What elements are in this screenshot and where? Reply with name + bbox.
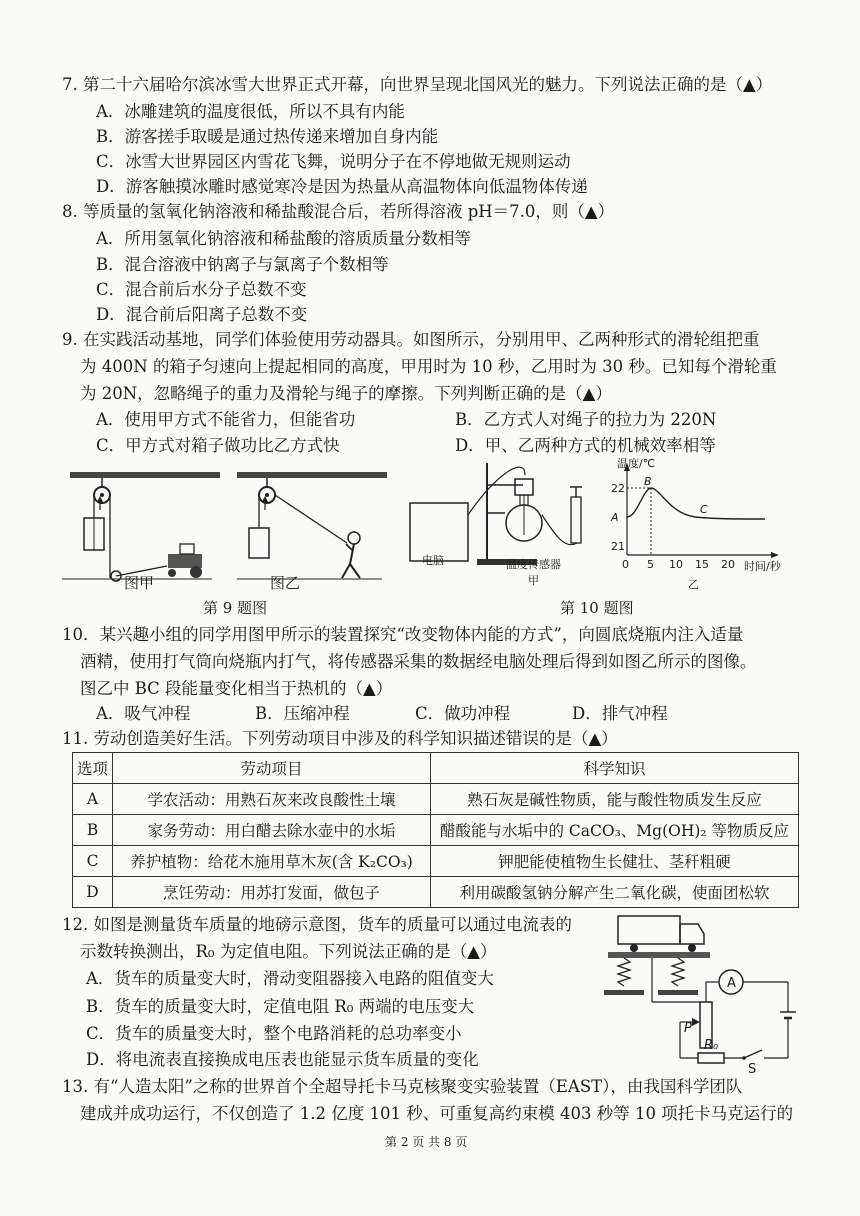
- table-header-project: 劳动项目: [113, 753, 431, 784]
- table-row: [73, 877, 799, 908]
- point-c: C: [700, 503, 708, 516]
- table-cell: C: [73, 846, 113, 877]
- graph-ylabel: 温度/℃: [617, 457, 656, 470]
- q8-option-b: B．混合溶液中钠离子与氯离子个数相等: [96, 255, 389, 274]
- q11-stem: 11. 劳动创造美好生活。下列劳动项目中涉及的科学知识描述错误的是（▲）: [62, 729, 618, 748]
- graph-xlabel: 时间/秒: [744, 560, 781, 573]
- fig10-jia-label: 甲: [528, 574, 539, 587]
- ytick-a: A: [611, 511, 619, 524]
- truck-cab: [680, 924, 704, 944]
- ceiling-beam-jia: [70, 472, 220, 478]
- table-cell: 熟石灰是碱性物质，能与酸性物质发生反应: [431, 784, 799, 815]
- q12-option-c: C．货车的质量变大时，整个电路消耗的总功率变小: [86, 1024, 462, 1043]
- table-cell: D: [73, 877, 113, 908]
- q12-weighbridge-circuit: [600, 910, 800, 1070]
- q13-line-1: 13. 有“人造太阳”之称的世界首个全超导托卡马克核聚变实验装置（EAST），由我国科学团队: [62, 1077, 743, 1096]
- q10-option-a: A．吸气冲程: [96, 704, 191, 723]
- q10-option-c: C．做功冲程: [415, 704, 511, 723]
- q8-option-a: A．所用氢氧化钠溶液和稀盐酸的溶质质量分数相等: [96, 229, 471, 248]
- table-row: [73, 815, 799, 846]
- q7-option-b: B．游客搓手取暖是通过热传递来增加自身内能: [96, 127, 439, 146]
- q10-option-b: B．压缩冲程: [255, 704, 350, 723]
- temperature-curve: [627, 488, 765, 519]
- table-cell: 利用碳酸氢钠分解产生二氧化碳，使面团松软: [431, 877, 799, 908]
- q7-stem: 7. 第二十六届哈尔滨冰雪大世界正式开幕，向世界呈现北国风光的魅力。下列说法正确的是（▲）: [62, 75, 773, 94]
- q11-table: [72, 752, 799, 908]
- xtick-10: 10: [669, 558, 683, 571]
- ammeter-label: A: [727, 976, 736, 991]
- q9-option-a: A．使用甲方式不能省力，但能省功: [96, 410, 356, 429]
- q9-line-2: 为 400N 的箱子匀速向上提起相同的高度，甲用时为 10 秒，乙用时为 30 秒。已知每个滑轮重: [80, 357, 777, 376]
- spring-left: [618, 958, 630, 986]
- q9-option-b: B．乙方式人对绳子的拉力为 220N: [455, 410, 717, 429]
- ceiling-beam-yi: [237, 472, 387, 478]
- switch-label: S: [748, 1062, 757, 1077]
- box-yi: [249, 528, 269, 558]
- fig-label-jia: 图甲: [124, 574, 155, 592]
- q8-option-d: D．混合前后阳离子总数不变: [96, 305, 308, 324]
- q9-line-1: 9. 在实践活动基地，同学们体验使用劳动器具。如图所示，分别用甲、乙两种形式的滑轮组把重: [62, 330, 760, 349]
- slider-label: P: [684, 1021, 692, 1036]
- resistor-r0: [698, 1053, 724, 1063]
- table-row: [73, 846, 799, 877]
- sensor-label: 温度传感器: [506, 558, 561, 571]
- xtick-0: 0: [622, 558, 629, 571]
- q9-line-3: 为 20N，忽略绳子的重力及滑轮与绳子的摩擦。下列判断正确的是（▲）: [80, 384, 612, 403]
- table-header-row: [73, 753, 799, 784]
- q10-caption: 第 10 题图: [560, 599, 634, 617]
- q12-option-d: D．将电流表直接换成电压表也能显示货车质量的变化: [86, 1050, 479, 1069]
- table-cell: 醋酸能与水垢中的 CaCO₃、Mg(OH)₂ 等物质反应: [431, 815, 799, 846]
- q13-line-2: 建成并成功运行，不仅创造了 1.2 亿度 101 秒、可重复高约束模 403 秒等 10 项托卡马克运行的: [80, 1104, 794, 1123]
- q10-option-d: D．排气冲程: [572, 704, 668, 723]
- tractor-jia: [168, 554, 202, 568]
- q12-option-b: B．货车的质量变大时，定值电阻 R₀ 两端的电压变大: [86, 997, 475, 1016]
- ytick-22: 22: [611, 482, 625, 495]
- q8-option-c: C．混合前后水分子总数不变: [96, 280, 307, 299]
- q9-pulley-figures: [62, 458, 397, 593]
- q12-line-2: 示数转换测出，R₀ 为定值电阻。下列说法正确的是（▲）: [80, 942, 497, 961]
- switch-s: [744, 1050, 762, 1058]
- q10-line-3: 图乙中 BC 段能量变化相当于热机的（▲）: [80, 679, 393, 698]
- slider-p: [692, 1018, 700, 1026]
- q7-option-d: D．游客触摸冰雕时感觉寒冷是因为热量从高温物体向低温物体传递: [96, 177, 588, 196]
- q8-stem: 8. 等质量的氢氧化钠溶液和稀盐酸混合后，若所得溶液 pH＝7.0，则（▲）: [62, 202, 615, 221]
- spring-right: [672, 958, 684, 986]
- point-b: B: [644, 475, 652, 488]
- truck-cargo: [618, 916, 680, 944]
- q12-line-1: 12. 如图是测量货车质量的地磅示意图，货车的质量可以通过电流表的: [62, 915, 572, 934]
- table-cell: 烹饪劳动：用苏打发面，做包子: [113, 877, 431, 908]
- fig-label-yi: 图乙: [270, 574, 301, 592]
- q10-line-1: 10．某兴趣小组的同学用图甲所示的装置探究“改变物体内能的方式”，向圆底烧瓶内注入适量: [62, 625, 744, 644]
- ytick-21: 21: [611, 540, 625, 553]
- pump: [571, 497, 581, 543]
- q7-option-a: A．冰雕建筑的温度很低，所以不具有内能: [96, 102, 405, 121]
- q7-option-c: C．冰雪大世界园区内雪花飞舞，说明分子在不停地做无规则运动: [96, 152, 571, 171]
- xtick-20: 20: [721, 558, 735, 571]
- person-yi: [348, 532, 360, 544]
- xtick-15: 15: [695, 558, 709, 571]
- fig10-yi-label: 乙: [688, 578, 699, 591]
- table-row: [73, 784, 799, 815]
- q9-caption: 第 9 题图: [203, 599, 268, 617]
- table-cell: 学农活动：用熟石灰来改良酸性土壤: [113, 784, 431, 815]
- q12-option-a: A．货车的质量变大时，滑动变阻器接入电路的阻值变大: [86, 969, 494, 988]
- table-cell: A: [73, 784, 113, 815]
- q10-line-2: 酒精，使用打气筒向烧瓶内打气，将传感器采集的数据经电脑处理后得到如图乙所示的图像。: [80, 652, 757, 671]
- table-cell: 家务劳动：用白醋去除水壶中的水垢: [113, 815, 431, 846]
- scale-platform: [608, 952, 710, 958]
- q9-option-d: D．甲、乙两种方式的机械效率相等: [455, 436, 716, 455]
- table-header-option: 选项: [73, 753, 113, 784]
- q9-option-c: C．甲方式对箱子做功比乙方式快: [96, 436, 340, 455]
- table-cell: B: [73, 815, 113, 846]
- computer-label: 电脑: [422, 554, 444, 567]
- table-cell: 养护植物：给花木施用草木灰(含 K₂CO₃): [113, 846, 431, 877]
- table-header-knowledge: 科学知识: [431, 753, 799, 784]
- r0-label: R₀: [704, 1038, 719, 1053]
- xtick-5: 5: [647, 558, 654, 571]
- page-footer: 第 2 页 共 8 页: [385, 1135, 468, 1149]
- table-cell: 钾肥能使植物生长健壮、茎秆粗硬: [431, 846, 799, 877]
